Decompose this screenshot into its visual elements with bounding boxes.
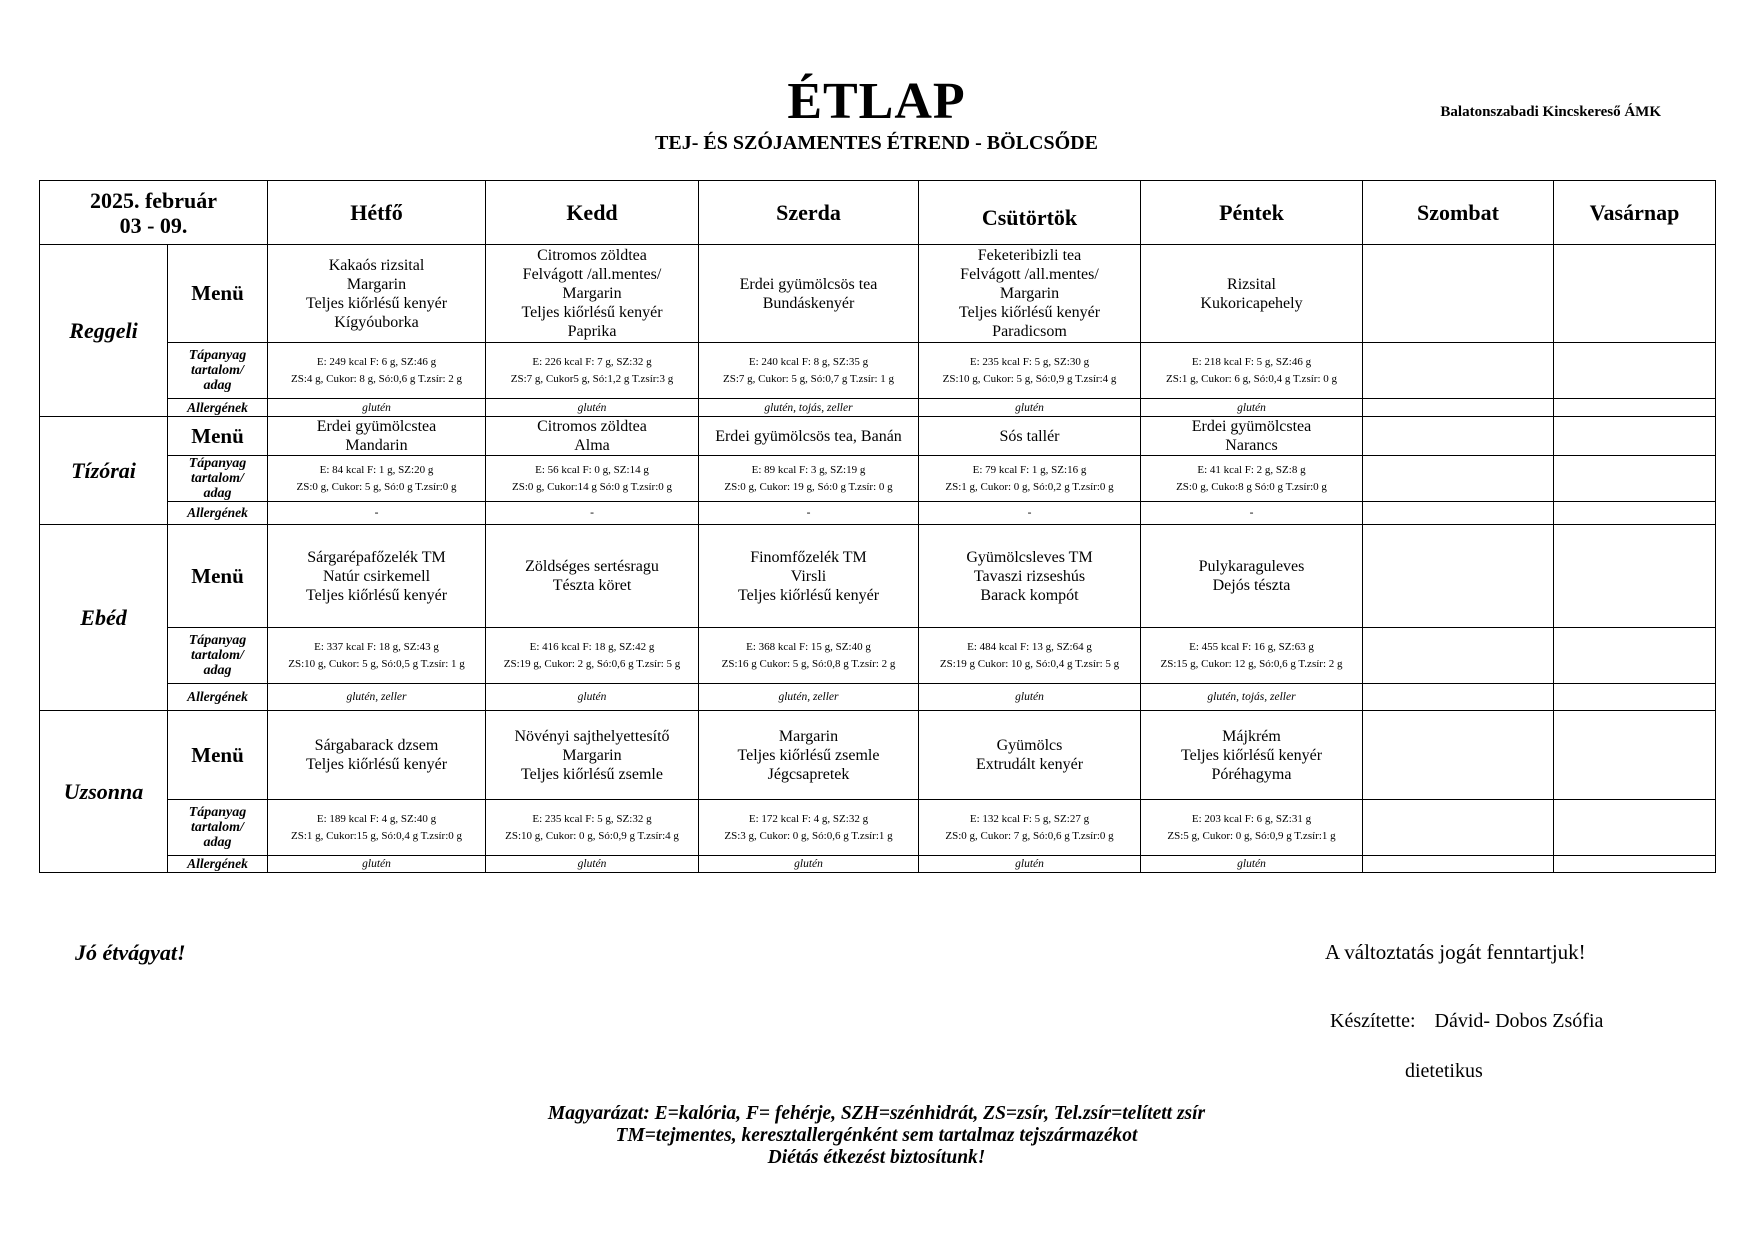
allergen-cell <box>1554 502 1716 525</box>
menu-label: Menü <box>168 525 268 628</box>
nutrient-cell <box>699 456 919 502</box>
nutrient-line: E: 218 kcal F: 5 g, SZ:46 g <box>1191 355 1312 368</box>
allergen-cell: glutén <box>1141 399 1363 417</box>
allergen-cell <box>1554 684 1716 711</box>
allergen-cell: glutén <box>699 856 919 873</box>
nutrient-line: E: 235 kcal F: 5 g, SZ:30 g <box>969 355 1090 368</box>
nutrient-cell <box>268 343 486 399</box>
menu-cell <box>486 417 699 456</box>
nutrient-line: E: 455 kcal F: 16 g, SZ:63 g <box>1189 640 1314 653</box>
nutrient-line: E: 84 kcal F: 1 g, SZ:20 g <box>319 463 434 476</box>
nutrient-row <box>40 456 1716 502</box>
greeting-text: Jó étvágyat! <box>75 940 186 965</box>
nutrient-line: ZS:1 g, Cukor: 0 g, Só:0,2 g T.zsír:0 g <box>945 480 1114 493</box>
menu-item: Barack kompót <box>980 586 1079 604</box>
menu-item: Paprika <box>567 323 617 340</box>
day-header: Péntek <box>1141 181 1363 245</box>
page-title: ÉTLAP <box>787 73 966 130</box>
nutrient-cell <box>1363 800 1554 856</box>
nutrient-cell <box>486 628 699 684</box>
menu-cell <box>486 245 699 343</box>
nutrient-line: ZS:16 g Cukor: 5 g, Só:0,8 g T.zsír: 2 g <box>721 657 896 670</box>
day-header: Szerda <box>699 181 919 245</box>
nutrient-label-line: adag <box>203 378 232 393</box>
menu-cell <box>1554 711 1716 800</box>
menu-cell <box>699 525 919 628</box>
nutrient-cell <box>1554 628 1716 684</box>
menu-item: Margarin <box>999 285 1060 302</box>
nutrient-cell <box>919 628 1141 684</box>
allergen-row <box>40 856 1716 873</box>
menu-item: Növényi sajthelyettesítő <box>514 727 670 745</box>
allergen-cell: glutén <box>486 399 699 417</box>
menu-item: Teljes kiőrlésű zsemle <box>521 765 663 783</box>
menu-row <box>40 245 1716 343</box>
nutrient-line: ZS:10 g, Cukor: 0 g, Só:0,9 g T.zsír:4 g <box>505 829 679 842</box>
nutrient-line: E: 132 kcal F: 5 g, SZ:27 g <box>969 812 1090 825</box>
nutrient-line: ZS:7 g, Cukor: 5 g, Só:0,7 g T.zsír: 1 g <box>722 372 894 385</box>
menu-table <box>39 180 1716 873</box>
allergen-cell: glutén <box>486 684 699 711</box>
meal-name: Uzsonna <box>40 711 168 873</box>
day-header-row <box>40 181 1716 245</box>
allergen-cell: - <box>486 502 699 525</box>
nutrient-line: E: 249 kcal F: 6 g, SZ:46 g <box>316 355 437 368</box>
allergen-cell: glutén <box>268 856 486 873</box>
meal-name: Ebéd <box>40 525 168 711</box>
allergen-label: Allergének <box>168 399 268 417</box>
menu-item: Sárgabarack dzsem <box>314 737 439 754</box>
nutrient-cell <box>268 800 486 856</box>
nutrient-line: E: 79 kcal F: 1 g, SZ:16 g <box>972 463 1087 476</box>
day-header: Kedd <box>486 181 699 245</box>
nutrient-cell <box>1141 628 1363 684</box>
nutrient-line: ZS:3 g, Cukor: 0 g, Só:0,6 g T.zsír:1 g <box>724 829 893 842</box>
menu-item: Teljes kiőrlésű kenyér <box>1180 746 1323 764</box>
menu-item: Teljes kiőrlésű kenyér <box>521 304 663 321</box>
nutrient-label-line: tartalom/ <box>191 648 244 663</box>
change-notice: A változtatás jogát fenntartjuk! <box>1325 940 1586 964</box>
menu-item: Finomfőzelék TM <box>750 548 867 566</box>
author-role: dietetikus <box>1405 1060 1483 1082</box>
menu-cell <box>1141 417 1363 456</box>
author-name: Dávid- Dobos Zsófia <box>1434 1010 1604 1032</box>
menu-item: Teljes kiőrlésű kenyér <box>958 304 1101 321</box>
nutrient-line: E: 89 kcal F: 3 g, SZ:19 g <box>751 463 866 476</box>
allergen-cell: - <box>699 502 919 525</box>
menu-item: Póréhagyma <box>1211 765 1292 783</box>
menu-cell <box>919 525 1141 628</box>
allergen-cell <box>1363 399 1554 417</box>
nutrient-line: ZS:19 g Cukor: 10 g, Só:0,4 g T.zsír: 5 g <box>939 657 1120 670</box>
menu-item: Jégcsapretek <box>767 765 850 783</box>
nutrient-line: ZS:0 g, Cukor: 5 g, Só:0 g T.zsír:0 g <box>296 480 457 493</box>
nutrient-line: E: 172 kcal F: 4 g, SZ:32 g <box>748 812 869 825</box>
nutrient-line: ZS:15 g, Cukor: 12 g, Só:0,6 g T.zsír: 2 g <box>1160 657 1343 670</box>
menu-cell <box>1554 245 1716 343</box>
allergen-cell: - <box>268 502 486 525</box>
menu-cell <box>1554 417 1716 456</box>
menu-item: Erdei gyümölcsös tea <box>739 275 878 293</box>
nutrient-line: ZS:0 g, Cukor: 7 g, Só:0,6 g T.zsír:0 g <box>945 829 1114 842</box>
menu-cell <box>1141 525 1363 628</box>
menu-item: Margarin <box>778 727 839 745</box>
nutrient-cell <box>699 628 919 684</box>
menu-item: Feketeribizli tea <box>977 247 1082 264</box>
menu-item: Bundáskenyér <box>762 294 855 312</box>
nutrient-label <box>168 343 268 399</box>
menu-cell <box>919 417 1141 456</box>
nutrient-line: ZS:1 g, Cukor:15 g, Só:0,4 g T.zsír:0 g <box>290 829 462 842</box>
nutrient-cell <box>268 628 486 684</box>
menu-item: Tavaszi rizseshús <box>973 567 1086 585</box>
menu-item: Sós tallér <box>999 427 1060 445</box>
menu-row <box>40 711 1716 800</box>
menu-item: Tészta köret <box>552 577 632 594</box>
menu-cell <box>268 525 486 628</box>
menu-item: Teljes kiőrlésű kenyér <box>305 294 448 312</box>
nutrient-cell <box>1141 343 1363 399</box>
nutrient-line: E: 484 kcal F: 13 g, SZ:64 g <box>967 640 1092 653</box>
page-subtitle: TEJ- ÉS SZÓJAMENTES ÉTREND - BÖLCSŐDE <box>655 132 1098 154</box>
menu-cell <box>1141 711 1363 800</box>
menu-item: Paradicsom <box>992 323 1067 340</box>
allergen-cell <box>1363 502 1554 525</box>
menu-item: Erdei gyümölcstea <box>316 418 437 435</box>
author-line <box>1330 1010 1603 1033</box>
menu-item: Sárgarépafőzelék TM <box>307 548 446 566</box>
menu-item: Gyümölcs <box>996 737 1063 754</box>
menu-item: Teljes kiőrlésű kenyér <box>737 586 880 604</box>
allergen-cell: glutén <box>919 684 1141 711</box>
nutrient-label <box>168 800 268 856</box>
nutrient-cell <box>699 800 919 856</box>
legend-line: TM=tejmentes, keresztallergénként sem tartalmaz tejszármazékot <box>615 1125 1138 1146</box>
nutrient-line: E: 203 kcal F: 6 g, SZ:31 g <box>1191 812 1312 825</box>
day-header: Vasárnap <box>1554 181 1716 245</box>
menu-cell <box>486 525 699 628</box>
menu-item: Zöldséges sertésragu <box>525 558 659 575</box>
nutrient-line: ZS:4 g, Cukor: 8 g, Só:0,6 g T.zsír: 2 g <box>290 372 462 385</box>
menu-item: Kakaós rizsital <box>328 256 425 274</box>
nutrient-label-line: tartalom/ <box>191 820 244 835</box>
nutrient-label-line: Tápanyag <box>188 348 247 363</box>
allergen-cell: glutén <box>1141 856 1363 873</box>
meal-name: Tízórai <box>40 417 168 525</box>
legend-line: Diétás étkezést biztosítunk! <box>767 1147 986 1168</box>
menu-label: Menü <box>168 417 268 456</box>
menu-cell <box>1363 525 1554 628</box>
menu-item: Virsli <box>790 567 827 585</box>
allergen-cell: glutén <box>919 856 1141 873</box>
nutrient-cell <box>699 343 919 399</box>
menu-label: Menü <box>168 245 268 343</box>
allergen-cell <box>1554 399 1716 417</box>
nutrient-cell <box>919 800 1141 856</box>
menu-cell <box>268 417 486 456</box>
nutrient-cell <box>1554 343 1716 399</box>
menu-cell <box>1363 711 1554 800</box>
legend-line: Magyarázat: E=kalória, F= fehérje, SZH=szénhidrát, ZS=zsír, Tel.zsír=telített zsír <box>547 1103 1206 1124</box>
menu-cell <box>268 711 486 800</box>
nutrient-label-line: adag <box>203 486 232 501</box>
allergen-row <box>40 502 1716 525</box>
date-range-month: 2025. február <box>89 187 218 213</box>
allergen-cell: glutén, tojás, zeller <box>1141 684 1363 711</box>
allergen-cell: glutén <box>268 399 486 417</box>
nutrient-cell <box>486 343 699 399</box>
nutrient-label <box>168 628 268 684</box>
nutrient-cell <box>1141 800 1363 856</box>
menu-cell <box>268 245 486 343</box>
nutrient-cell <box>1554 800 1716 856</box>
nutrient-cell <box>919 343 1141 399</box>
nutrient-label-line: Tápanyag <box>188 633 247 648</box>
nutrient-label-line: Tápanyag <box>188 456 247 471</box>
menu-cell <box>1363 245 1554 343</box>
nutrient-line: ZS:0 g, Cukor: 19 g, Só:0 g T.zsír: 0 g <box>724 480 893 493</box>
menu-item: Extrudált kenyér <box>975 756 1084 773</box>
nutrient-line: E: 235 kcal F: 5 g, SZ:32 g <box>532 812 652 825</box>
legend-block <box>0 1103 1753 1169</box>
menu-cell <box>699 711 919 800</box>
menu-label: Menü <box>168 711 268 800</box>
menu-item: Kukoricapehely <box>1200 294 1303 312</box>
menu-item: Citromos zöldtea <box>537 418 647 435</box>
menu-item: Teljes kiőrlésű zsemle <box>737 746 880 764</box>
menu-cell <box>486 711 699 800</box>
nutrient-line: E: 240 kcal F: 8 g, SZ:35 g <box>748 355 869 368</box>
menu-cell <box>919 245 1141 343</box>
allergen-cell: glutén, zeller <box>268 684 486 711</box>
menu-item: Margarin <box>562 746 622 764</box>
nutrient-cell <box>1363 628 1554 684</box>
menu-item: Kígyóuborka <box>334 313 419 331</box>
menu-item: Teljes kiőrlésű kenyér <box>305 756 448 773</box>
nutrient-row <box>40 628 1716 684</box>
menu-cell <box>1554 525 1716 628</box>
allergen-label: Allergének <box>168 502 268 525</box>
nutrient-label-line: tartalom/ <box>191 363 244 378</box>
nutrient-cell <box>486 456 699 502</box>
nutrient-row <box>40 800 1716 856</box>
nutrient-line: E: 226 kcal F: 7 g, SZ:32 g <box>532 355 652 368</box>
allergen-row <box>40 684 1716 711</box>
allergen-cell <box>1554 856 1716 873</box>
nutrient-line: ZS:10 g, Cukor: 5 g, Só:0,9 g T.zsír:4 g <box>942 372 1117 385</box>
organization-name: Balatonszabadi Kincskereső ÁMK <box>1440 104 1661 120</box>
nutrient-line: ZS:7 g, Cukor5 g, Só:1,2 g T.zsír:3 g <box>510 372 674 385</box>
nutrient-cell <box>919 456 1141 502</box>
nutrient-label-line: Tápanyag <box>188 805 247 820</box>
allergen-cell: - <box>1141 502 1363 525</box>
nutrient-line: ZS:0 g, Cukor:14 g Só:0 g T.zsír:0 g <box>511 480 672 493</box>
menu-item: Mandarin <box>345 437 408 454</box>
menu-row <box>40 417 1716 456</box>
menu-item: Margarin <box>346 275 407 293</box>
nutrient-label <box>168 456 268 502</box>
nutrient-line: E: 368 kcal F: 15 g, SZ:40 g <box>746 640 871 653</box>
menu-item: Margarin <box>562 285 622 302</box>
menu-item: Májkrém <box>1222 727 1281 745</box>
allergen-cell: glutén <box>486 856 699 873</box>
nutrient-label-line: tartalom/ <box>191 471 244 486</box>
menu-item: Narancs <box>1225 437 1278 454</box>
menu-item: Rizsital <box>1227 275 1276 293</box>
nutrient-line: ZS:0 g, Cuko:8 g Só:0 g T.zsír:0 g <box>1176 480 1327 493</box>
menu-cell <box>699 417 919 456</box>
nutrient-cell <box>268 456 486 502</box>
nutrient-cell <box>486 800 699 856</box>
menu-item: Felvágott /all.mentes/ <box>960 266 1099 283</box>
day-header: Szombat <box>1363 181 1554 245</box>
menu-item: Erdei gyümölcsös tea, Banán <box>715 427 902 445</box>
day-header: Csütörtök <box>919 181 1141 245</box>
nutrient-label-line: adag <box>203 663 232 678</box>
nutrient-line: E: 41 kcal F: 2 g, SZ:8 g <box>1197 463 1306 476</box>
menu-item: Dejós tészta <box>1212 577 1291 594</box>
nutrient-line: E: 189 kcal F: 4 g, SZ:40 g <box>316 812 437 825</box>
menu-item: Citromos zöldtea <box>537 247 647 264</box>
nutrient-cell <box>1363 456 1554 502</box>
date-range-days: 03 - 09. <box>119 212 188 238</box>
nutrient-line: ZS:10 g, Cukor: 5 g, Só:0,5 g T.zsír: 1 g <box>288 657 465 670</box>
nutrient-line: ZS:19 g, Cukor: 2 g, Só:0,6 g T.zsír: 5 g <box>503 657 681 670</box>
menu-cell <box>699 245 919 343</box>
nutrient-line: E: 337 kcal F: 18 g, SZ:43 g <box>314 640 439 653</box>
allergen-cell <box>1363 856 1554 873</box>
allergen-row <box>40 399 1716 417</box>
menu-item: Gyümölcsleves TM <box>966 548 1093 566</box>
menu-item: Felvágott /all.mentes/ <box>522 266 662 283</box>
nutrient-row <box>40 343 1716 399</box>
date-range-cell <box>40 181 268 245</box>
allergen-label: Allergének <box>168 684 268 711</box>
day-header: Hétfő <box>268 181 486 245</box>
menu-row <box>40 525 1716 628</box>
nutrient-line: ZS:5 g, Cukor: 0 g, Só:0,9 g T.zsír:1 g <box>1167 829 1336 842</box>
nutrient-cell <box>1141 456 1363 502</box>
allergen-cell: glutén, zeller <box>699 684 919 711</box>
menu-item: Alma <box>574 437 610 454</box>
nutrient-cell <box>1554 456 1716 502</box>
meal-name: Reggeli <box>40 245 168 417</box>
allergen-cell <box>1363 684 1554 711</box>
menu-cell <box>1363 417 1554 456</box>
menu-item: Erdei gyümölcstea <box>1191 418 1312 435</box>
allergen-cell: - <box>919 502 1141 525</box>
menu-cell <box>1141 245 1363 343</box>
nutrient-label-line: adag <box>203 835 232 850</box>
allergen-cell: glutén <box>919 399 1141 417</box>
menu-item: Natúr csirkemell <box>322 567 431 585</box>
nutrient-line: ZS:1 g, Cukor: 6 g, Só:0,4 g T.zsír: 0 g <box>1165 372 1337 385</box>
nutrient-line: E: 56 kcal F: 0 g, SZ:14 g <box>535 463 649 476</box>
menu-item: Teljes kiőrlésű kenyér <box>305 586 448 604</box>
nutrient-line: E: 416 kcal F: 18 g, SZ:42 g <box>529 640 655 653</box>
menu-cell <box>919 711 1141 800</box>
allergen-label: Allergének <box>168 856 268 873</box>
menu-item: Pulykaraguleves <box>1198 558 1305 575</box>
nutrient-cell <box>1363 343 1554 399</box>
author-label: Készítette: <box>1330 1010 1416 1032</box>
allergen-cell: glutén, tojás, zeller <box>699 399 919 417</box>
